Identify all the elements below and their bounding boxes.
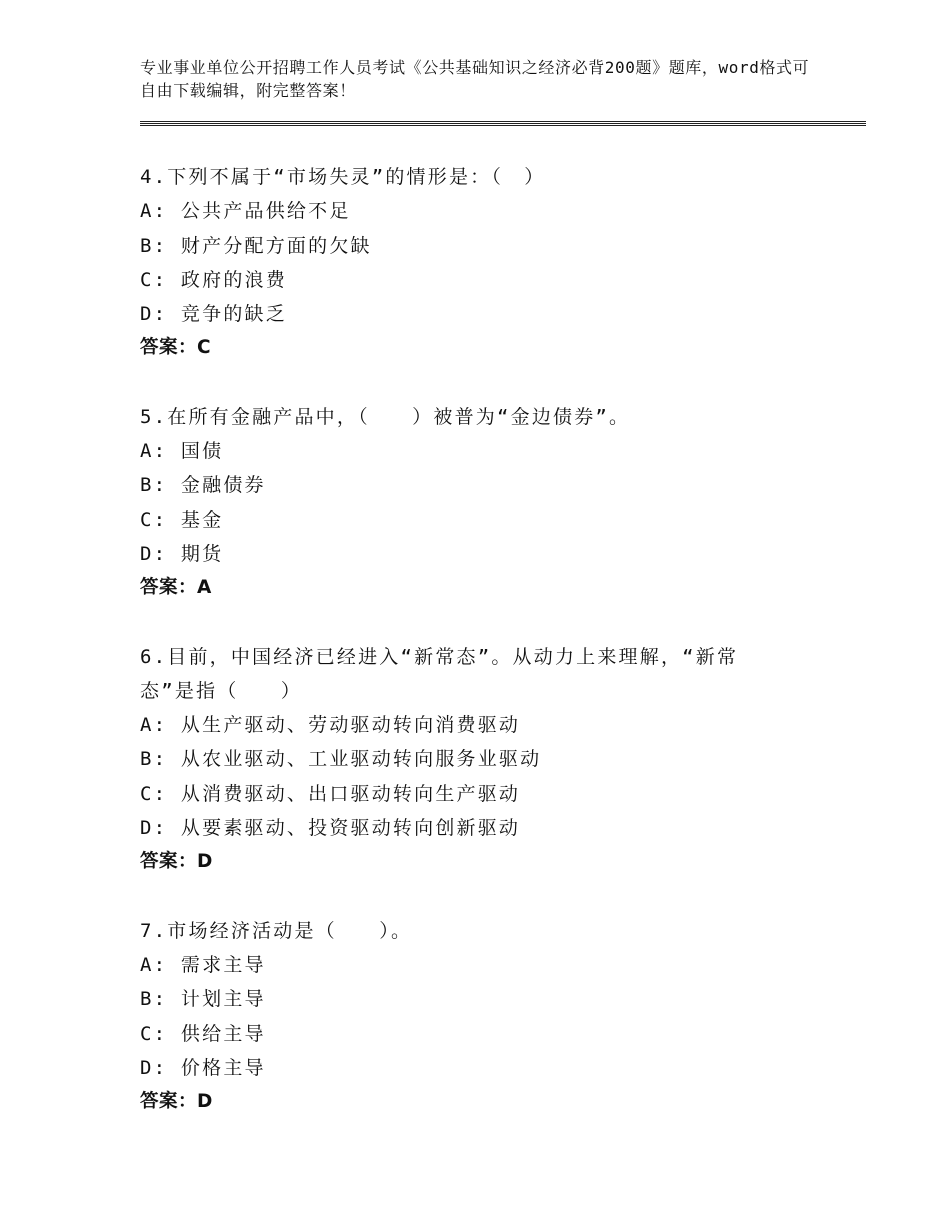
answer-label: 答案： — [140, 1091, 198, 1113]
option-text: 计划主导 — [167, 988, 266, 1011]
option-text: 供给主导 — [167, 1022, 266, 1045]
option-text: 从消费驱动、出口驱动转向生产驱动 — [167, 782, 521, 805]
option-letter: D: — [140, 1056, 168, 1079]
option-b — [140, 468, 820, 502]
option-d — [140, 537, 820, 571]
option-letter: A: — [140, 953, 168, 976]
question-5 — [140, 400, 820, 606]
option-letter: D: — [140, 303, 168, 326]
option-b — [140, 229, 820, 263]
option-text: 竞争的缺乏 — [167, 303, 287, 326]
option-c — [140, 503, 820, 537]
answer-value: A — [197, 577, 212, 599]
question-7 — [140, 914, 820, 1120]
option-letter: B: — [140, 748, 168, 771]
option-letter: B: — [140, 988, 168, 1011]
question-list — [140, 160, 820, 1153]
answer-label: 答案： — [140, 577, 198, 599]
option-a — [140, 708, 820, 742]
option-b — [140, 742, 820, 776]
option-a — [140, 948, 820, 982]
answer-line — [140, 1085, 820, 1119]
answer-value: D — [197, 1091, 213, 1113]
option-text: 从农业驱动、工业驱动转向服务业驱动 — [167, 748, 542, 771]
option-c — [140, 777, 820, 811]
option-letter: A: — [140, 440, 168, 463]
option-letter: C: — [140, 1022, 168, 1045]
option-a — [140, 434, 820, 468]
option-letter: D: — [140, 817, 168, 840]
option-text: 从要素驱动、投资驱动转向创新驱动 — [167, 817, 521, 840]
option-letter: B: — [140, 234, 168, 257]
option-text: 需求主导 — [167, 953, 266, 976]
question-stem: 6.目前，中国经济已经进入“新常态”。从动力上来理解，“新常态”是指（ ） — [140, 645, 739, 702]
document-header-title: 专业事业单位公开招聘工作人员考试《公共基础知识之经济必背200题》题库，word格式可自由下载编辑，附完整答案！ — [140, 58, 810, 100]
option-text: 国债 — [167, 440, 224, 463]
option-text: 从生产驱动、劳动驱动转向消费驱动 — [167, 714, 521, 737]
answer-label: 答案： — [140, 851, 198, 873]
option-b — [140, 982, 820, 1016]
answer-line — [140, 331, 820, 365]
option-d — [140, 297, 820, 331]
option-letter: B: — [140, 474, 168, 497]
question-6 — [140, 640, 820, 880]
option-letter: C: — [140, 782, 168, 805]
option-a — [140, 194, 820, 228]
option-c — [140, 1017, 820, 1051]
question-stem: 4.下列不属于“市场失灵”的情形是：（ ） — [140, 166, 546, 188]
answer-line — [140, 571, 820, 605]
header-divider — [140, 121, 866, 126]
option-d — [140, 811, 820, 845]
answer-value: D — [197, 851, 213, 873]
option-c — [140, 263, 820, 297]
option-text: 价格主导 — [167, 1056, 266, 1079]
option-letter: D: — [140, 542, 168, 565]
option-d — [140, 1051, 820, 1085]
option-text: 政府的浪费 — [167, 268, 287, 291]
answer-value: C — [197, 337, 212, 359]
option-letter: C: — [140, 508, 168, 531]
option-text: 财产分配方面的欠缺 — [167, 234, 372, 257]
option-letter: A: — [140, 714, 168, 737]
question-stem: 7.市场经济活动是（ ）。 — [140, 919, 413, 942]
option-text: 公共产品供给不足 — [167, 200, 351, 223]
question-stem: 5.在所有金融产品中，（ ）被普为“金边债券”。 — [140, 405, 631, 428]
option-letter: A: — [140, 200, 168, 223]
question-4 — [140, 160, 820, 366]
option-text: 基金 — [167, 508, 224, 531]
option-letter: C: — [140, 268, 168, 291]
option-text: 金融债券 — [167, 474, 266, 497]
answer-label: 答案： — [140, 337, 198, 359]
option-text: 期货 — [167, 542, 224, 565]
answer-line — [140, 845, 820, 879]
